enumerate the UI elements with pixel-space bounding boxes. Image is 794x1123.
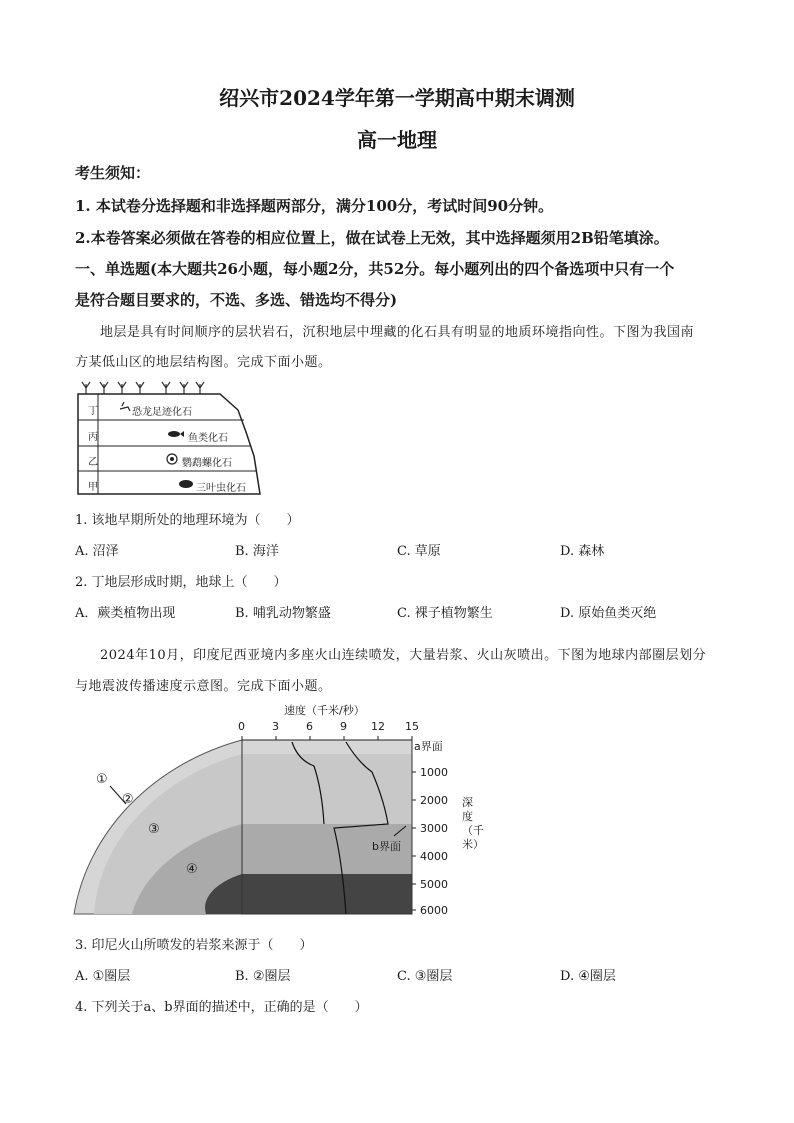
- trilobite-icon: [179, 480, 193, 488]
- q2-option-c[interactable]: C. 裸子植物繁生: [397, 606, 493, 621]
- section-heading-line2: 是符合题目要求的，不选、多选、错选均不得分): [75, 291, 398, 309]
- a-interface-label: a界面: [414, 740, 443, 753]
- layer-name-jia: 甲: [88, 482, 98, 493]
- speed-tick-3: 3: [272, 720, 279, 733]
- fossil-label-fish: 鱼类化石: [188, 433, 228, 444]
- q3-option-a[interactable]: A. ①圈层: [75, 969, 131, 984]
- depth-axis-title: 深度（千米）: [462, 796, 484, 851]
- passage1-line1: 地层是具有时间顺序的层状岩石，沉积地层中埋藏的化石具有明显的地质环境指向性。下图为我国南: [100, 325, 695, 340]
- depth-tick-6000: 6000: [420, 904, 448, 917]
- depth-tick-1000: 1000: [420, 766, 448, 779]
- b-interface-label: b界面: [372, 840, 401, 853]
- q3-stem: 3. 印尼火山所喷发的岩浆来源于（ ）: [75, 938, 313, 953]
- q2-option-d[interactable]: D. 原始鱼类灭绝: [560, 606, 657, 621]
- notice-heading: 考生须知：: [75, 164, 151, 182]
- q3-option-d[interactable]: D. ④圈层: [560, 969, 616, 984]
- layer-mark-2: ②: [122, 792, 134, 807]
- speed-axis-title: 速度（千米/秒）: [284, 704, 365, 717]
- grass-icon: [82, 382, 204, 394]
- speed-tick-9: 9: [340, 720, 347, 733]
- q2-option-a[interactable]: A．蕨类植物出现: [75, 606, 176, 621]
- earth-interior-diagram: [70, 700, 490, 920]
- notice-item-1: 1. 本试卷分选择题和非选择题两部分，满分100分，考试时间90分钟。: [75, 197, 554, 215]
- fossil-label-dinosaur: 恐龙足迹化石: [132, 407, 192, 418]
- speed-tick-15: 15: [405, 720, 419, 733]
- speed-tick-6: 6: [306, 720, 313, 733]
- depth-tick-2000: 2000: [420, 794, 448, 807]
- layer-mark-4: ④: [186, 862, 198, 877]
- fossil-label-nautilus: 鹦鹉螺化石: [182, 458, 232, 469]
- strata-diagram: [70, 376, 270, 496]
- depth-tick-3000: 3000: [420, 822, 448, 835]
- q3-option-c[interactable]: C. ③圈层: [397, 969, 453, 984]
- speed-tick-12: 12: [371, 720, 385, 733]
- q4-stem: 4. 下列关于a、b界面的描述中，正确的是（ ）: [75, 1000, 368, 1015]
- layer-name-bing: 丙: [88, 432, 98, 443]
- depth-tick-4000: 4000: [420, 850, 448, 863]
- layer-mark-1: ①: [96, 772, 108, 787]
- strata-svg: [70, 376, 270, 496]
- speed-tick-0: 0: [238, 720, 245, 733]
- fossil-label-trilobite: 三叶虫化石: [196, 483, 246, 494]
- passage2-line2: 与地震波传播速度示意图。完成下面小题。: [75, 679, 332, 694]
- exam-title: 绍兴市2024学年第一学期高中期末调测: [219, 86, 575, 110]
- q1-option-a[interactable]: A. 沼泽: [75, 544, 119, 559]
- q3-option-b[interactable]: B. ②圈层: [235, 969, 291, 984]
- q1-option-b[interactable]: B. 海洋: [235, 544, 279, 559]
- notice-item-2: 2.本卷答案必须做在答卷的相应位置上，做在试卷上无效，其中选择题须用2B铅笔填涂。: [75, 229, 669, 247]
- passage1-line2: 方某低山区的地层结构图。完成下面小题。: [75, 355, 332, 370]
- layer-mark-3: ③: [148, 822, 160, 837]
- layer-name-yi: 乙: [88, 457, 98, 468]
- layer-name-ding: 丁: [88, 406, 98, 417]
- q1-option-c[interactable]: C. 草原: [397, 544, 441, 559]
- q1-option-d[interactable]: D. 森林: [560, 544, 605, 559]
- passage2-line1: 2024年10月，印度尼西亚境内多座火山连续喷发，大量岩浆、火山灰喷出。下图为地球内部圈层划分: [100, 648, 707, 663]
- q2-option-b[interactable]: B. 哺乳动物繁盛: [235, 606, 331, 621]
- fish-icon: [168, 431, 180, 437]
- depth-tick-5000: 5000: [420, 878, 448, 891]
- q2-stem: 2. 丁地层形成时期，地球上（ ）: [75, 575, 287, 590]
- exam-subtitle: 高一地理: [357, 128, 437, 152]
- section-heading-line1: 一、单选题(本大题共26小题，每小题2分，共52分。每小题列出的四个备选项中只有一个: [75, 260, 675, 278]
- q1-stem: 1. 该地早期所处的地理环境为（ ）: [75, 513, 300, 528]
